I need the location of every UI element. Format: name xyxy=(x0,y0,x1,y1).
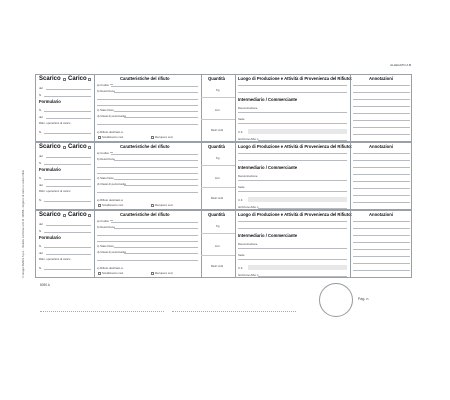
formulario-n-label: N. xyxy=(39,108,42,112)
recupero-checkbox[interactable] xyxy=(151,204,154,207)
rifer-n-label: N. xyxy=(39,198,42,202)
signature-line-1[interactable] xyxy=(40,311,164,312)
luogo-field-1[interactable] xyxy=(238,221,347,222)
formulario-del-field[interactable] xyxy=(46,186,91,187)
sede-label: Sede xyxy=(238,185,245,189)
scarico-checkbox[interactable] xyxy=(63,78,66,81)
qty-divider xyxy=(201,255,235,256)
caratt-title: Caratteristiche del rifiuto xyxy=(120,144,170,149)
annotazioni-line[interactable] xyxy=(353,167,410,168)
intermediario-title: Intermediario / Commerciante xyxy=(238,233,298,238)
smaltimento-checkbox[interactable] xyxy=(98,204,101,207)
luogo-field-2[interactable] xyxy=(238,92,347,93)
annotazioni-line[interactable] xyxy=(353,153,410,154)
classi-field[interactable] xyxy=(124,253,198,254)
smaltimento-label: Smaltimento cod. xyxy=(102,271,124,275)
annotazioni-line[interactable] xyxy=(353,195,410,196)
annotazioni-line[interactable] xyxy=(353,174,410,175)
annotazioni-line[interactable] xyxy=(353,263,410,264)
register-block xyxy=(35,210,412,278)
metri-cubi-label: Metri cubi xyxy=(211,264,224,268)
kg-label: Kg xyxy=(216,88,220,92)
annotazioni-line[interactable] xyxy=(353,160,410,161)
metri-cubi-label: Metri cubi xyxy=(211,196,224,200)
allegato-label: ALLEGATO A B xyxy=(390,63,411,67)
denominazione-label: Denominazione xyxy=(238,174,258,178)
iscrizione-field[interactable] xyxy=(258,276,347,277)
annotazioni-line[interactable] xyxy=(353,120,410,121)
cf-boxes[interactable] xyxy=(248,197,347,202)
sede-label: Sede xyxy=(238,117,245,121)
carico-label: Carico xyxy=(68,76,87,82)
cf-label: C.F. xyxy=(238,266,243,270)
numero-label: N. xyxy=(39,161,42,165)
annotazioni-line[interactable] xyxy=(353,134,410,135)
formulario-del-label: del xyxy=(39,115,43,119)
sede-field[interactable] xyxy=(238,259,347,260)
carico-label: Carico xyxy=(68,212,87,218)
recupero-label: Recupero cod. xyxy=(155,271,174,275)
annotazioni-line[interactable] xyxy=(353,181,410,182)
formulario-label: Formulario xyxy=(39,167,61,172)
iscrizione-label: Iscrizione Albo n. xyxy=(238,205,260,209)
col-divider xyxy=(235,75,236,141)
form-code: 8090 A xyxy=(40,283,50,287)
formulario-n-label: N. xyxy=(39,244,42,248)
register-block xyxy=(35,142,412,210)
formulario-del-label: del xyxy=(39,251,43,255)
caratt-title: Caratteristiche del rifiuto xyxy=(120,76,170,81)
sede-field[interactable] xyxy=(238,191,347,192)
denominazione-label: Denominazione xyxy=(238,242,258,246)
denominazione-label: Denominazione xyxy=(238,106,258,110)
rifer-field[interactable] xyxy=(44,269,91,270)
denominazione-field[interactable] xyxy=(238,180,347,181)
del-label: del xyxy=(39,86,43,90)
stato-fisico-label: c) Stato fisico xyxy=(97,108,114,112)
codice-label: a) Codice *** xyxy=(97,151,114,155)
iscrizione-field[interactable] xyxy=(258,140,347,141)
luogo-field-1[interactable] xyxy=(238,85,347,86)
scarico-checkbox[interactable] xyxy=(63,214,66,217)
rifer-label: Rifer. operazioni di carico xyxy=(39,257,71,261)
rifiuto-destinato-label: e) Rifiuto destinato a: xyxy=(97,130,124,134)
del-field[interactable] xyxy=(46,225,91,226)
recupero-checkbox[interactable] xyxy=(151,136,154,139)
formulario-label: Formulario xyxy=(39,235,61,240)
formulario-del-label: del xyxy=(39,183,43,187)
rifer-n-label: N. xyxy=(39,266,42,270)
scarico-label: Scarico xyxy=(39,144,61,150)
descrizione-field[interactable] xyxy=(114,92,198,93)
annotazioni-line[interactable] xyxy=(353,270,410,271)
descrizione-label: b) Descrizione xyxy=(97,157,115,161)
numero-label: N. xyxy=(39,93,42,97)
descrizione-field-2[interactable] xyxy=(97,167,198,168)
codice-field[interactable] xyxy=(111,154,198,155)
qty-divider xyxy=(201,187,235,188)
codice-label: a) Codice *** xyxy=(97,219,114,223)
descrizione-label: b) Descrizione xyxy=(97,225,115,229)
numero-field[interactable] xyxy=(44,164,91,165)
formulario-n-field[interactable] xyxy=(44,179,91,180)
cf-label: C.F. xyxy=(238,130,243,134)
col-divider xyxy=(201,211,202,277)
annotazioni-line[interactable] xyxy=(353,249,410,250)
carico-checkbox[interactable] xyxy=(88,78,91,81)
qty-divider xyxy=(201,165,235,166)
del-field[interactable] xyxy=(46,89,91,90)
rifer-n-label: N. xyxy=(39,130,42,134)
formulario-n-label: N. xyxy=(39,176,42,180)
annotazioni-line[interactable] xyxy=(353,127,410,128)
formulario-del-field[interactable] xyxy=(46,254,91,255)
luogo-field-1[interactable] xyxy=(238,153,347,154)
kg-label: Kg xyxy=(216,224,220,228)
classi-field[interactable] xyxy=(124,117,198,118)
classi-field-2[interactable] xyxy=(97,192,198,193)
classi-field[interactable] xyxy=(124,185,198,186)
formulario-n-field[interactable] xyxy=(44,111,91,112)
codice-field[interactable] xyxy=(111,222,198,223)
rifer-field[interactable] xyxy=(44,201,91,202)
annotazioni-line[interactable] xyxy=(353,188,410,189)
register-block xyxy=(35,74,412,142)
signature-line-2[interactable] xyxy=(172,311,296,312)
descrizione-field-3[interactable] xyxy=(97,241,198,242)
descrizione-field-3[interactable] xyxy=(97,105,198,106)
descrizione-field[interactable] xyxy=(114,228,198,229)
annotazioni-line[interactable] xyxy=(353,202,410,203)
formulario-del-field[interactable] xyxy=(46,118,91,119)
rifer-label: Rifer. operazioni di carico xyxy=(39,189,71,193)
numero-label: N. xyxy=(39,229,42,233)
annotazioni-line[interactable] xyxy=(353,99,410,100)
iscrizione-label: Iscrizione Albo n. xyxy=(238,137,260,141)
rifer-label: Rifer. operazioni di carico xyxy=(39,121,71,125)
classi-field-2[interactable] xyxy=(97,260,198,261)
denominazione-field[interactable] xyxy=(238,248,347,249)
codice-field[interactable] xyxy=(111,86,198,87)
numero-field[interactable] xyxy=(44,232,91,233)
recupero-label: Recupero cod. xyxy=(155,135,174,139)
col-divider xyxy=(350,75,351,141)
formulario-n-field[interactable] xyxy=(44,247,91,248)
annotazioni-line[interactable] xyxy=(353,235,410,236)
stato-fisico-field[interactable] xyxy=(114,247,198,248)
smaltimento-checkbox[interactable] xyxy=(98,136,101,139)
classi-label: d) Classi di pericolosità xyxy=(97,182,126,186)
form-header xyxy=(26,62,411,72)
smaltimento-label: Smaltimento cod. xyxy=(102,203,124,207)
classi-field-2[interactable] xyxy=(97,124,198,125)
classi-label: d) Classi di pericolosità xyxy=(97,250,126,254)
stato-fisico-field[interactable] xyxy=(114,179,198,180)
rifer-field[interactable] xyxy=(44,133,91,134)
descrizione-field-3[interactable] xyxy=(97,173,198,174)
annotazioni-line[interactable] xyxy=(353,242,410,243)
annotazioni-line[interactable] xyxy=(353,106,410,107)
quantita-title: Quantità xyxy=(208,212,225,217)
litri-label: Litri xyxy=(215,176,220,180)
intermediario-title: Intermediario / Commerciante xyxy=(238,97,298,102)
luogo-field-2[interactable] xyxy=(238,160,347,161)
smaltimento-checkbox[interactable] xyxy=(98,272,101,275)
qty-divider xyxy=(201,97,235,98)
annotazioni-line[interactable] xyxy=(353,228,410,229)
cf-label: C.F. xyxy=(238,198,243,202)
descrizione-field-2[interactable] xyxy=(97,235,198,236)
annotazioni-line[interactable] xyxy=(353,113,410,114)
cf-boxes[interactable] xyxy=(248,265,347,270)
caratt-title: Caratteristiche del rifiuto xyxy=(120,212,170,217)
stato-fisico-label: c) Stato fisico xyxy=(97,244,114,248)
recupero-checkbox[interactable] xyxy=(151,272,154,275)
classi-label: d) Classi di pericolosità xyxy=(97,114,126,118)
col-divider xyxy=(235,211,236,277)
carico-label: Carico xyxy=(68,144,87,150)
sede-field[interactable] xyxy=(238,123,347,124)
recupero-label: Recupero cod. xyxy=(155,203,174,207)
cf-boxes[interactable] xyxy=(248,129,347,134)
stamp-circle xyxy=(319,283,353,317)
descrizione-field[interactable] xyxy=(114,160,198,161)
stato-fisico-label: c) Stato fisico xyxy=(97,176,114,180)
luogo-title: Luogo di Produzione e Attività di Provenienza del Rifiuto: xyxy=(238,212,353,217)
col-divider xyxy=(235,143,236,209)
col-divider xyxy=(350,143,351,209)
col-divider xyxy=(201,75,202,141)
sede-label: Sede xyxy=(238,253,245,257)
descrizione-label: b) Descrizione xyxy=(97,89,115,93)
luogo-field-2[interactable] xyxy=(238,228,347,229)
kg-label: Kg xyxy=(216,156,220,160)
descrizione-field-2[interactable] xyxy=(97,99,198,100)
luogo-title: Luogo di Produzione e Attività di Provenienza del Rifiuto: xyxy=(238,76,353,81)
rotated-legal-note: © Gruppo Buffetti S.p.A. - Modello conforme al D.M. 148/98 - Registro di carico e scarico rifiuti xyxy=(22,170,25,278)
annotazioni-line[interactable] xyxy=(353,256,410,257)
qty-divider xyxy=(201,119,235,120)
denominazione-field[interactable] xyxy=(238,112,347,113)
carico-checkbox[interactable] xyxy=(88,146,91,149)
intermediario-title: Intermediario / Commerciante xyxy=(238,165,298,170)
metri-cubi-label: Metri cubi xyxy=(211,128,224,132)
litri-label: Litri xyxy=(215,244,220,248)
smaltimento-label: Smaltimento cod. xyxy=(102,135,124,139)
rifiuto-destinato-label: e) Rifiuto destinato a: xyxy=(97,266,124,270)
del-label: del xyxy=(39,222,43,226)
col-divider xyxy=(201,143,202,209)
annotazioni-line[interactable] xyxy=(353,92,410,93)
quantita-title: Quantità xyxy=(208,144,225,149)
carico-checkbox[interactable] xyxy=(88,214,91,217)
annotazioni-line[interactable] xyxy=(353,85,410,86)
formulario-label: Formulario xyxy=(39,99,61,104)
del-field[interactable] xyxy=(46,157,91,158)
iscrizione-field[interactable] xyxy=(258,208,347,209)
scarico-checkbox[interactable] xyxy=(63,146,66,149)
scarico-label: Scarico xyxy=(39,76,61,82)
col-divider xyxy=(94,211,95,277)
page-number-label: Pag. n. xyxy=(358,297,370,301)
quantita-title: Quantità xyxy=(208,76,225,81)
col-divider xyxy=(94,143,95,209)
litri-label: Litri xyxy=(215,108,220,112)
del-label: del xyxy=(39,154,43,158)
qty-divider xyxy=(201,233,235,234)
col-divider xyxy=(94,75,95,141)
annotazioni-title: Annotazioni xyxy=(369,144,393,149)
iscrizione-label: Iscrizione Albo n. xyxy=(238,273,260,277)
codice-label: a) Codice *** xyxy=(97,83,114,87)
annotazioni-line[interactable] xyxy=(353,221,410,222)
annotazioni-title: Annotazioni xyxy=(369,212,393,217)
annotazioni-title: Annotazioni xyxy=(369,76,393,81)
luogo-title: Luogo di Produzione e Attività di Provenienza del Rifiuto: xyxy=(238,144,353,149)
col-divider xyxy=(350,211,351,277)
rifiuto-destinato-label: e) Rifiuto destinato a: xyxy=(97,198,124,202)
scarico-label: Scarico xyxy=(39,212,61,218)
stato-fisico-field[interactable] xyxy=(114,111,198,112)
numero-field[interactable] xyxy=(44,96,91,97)
